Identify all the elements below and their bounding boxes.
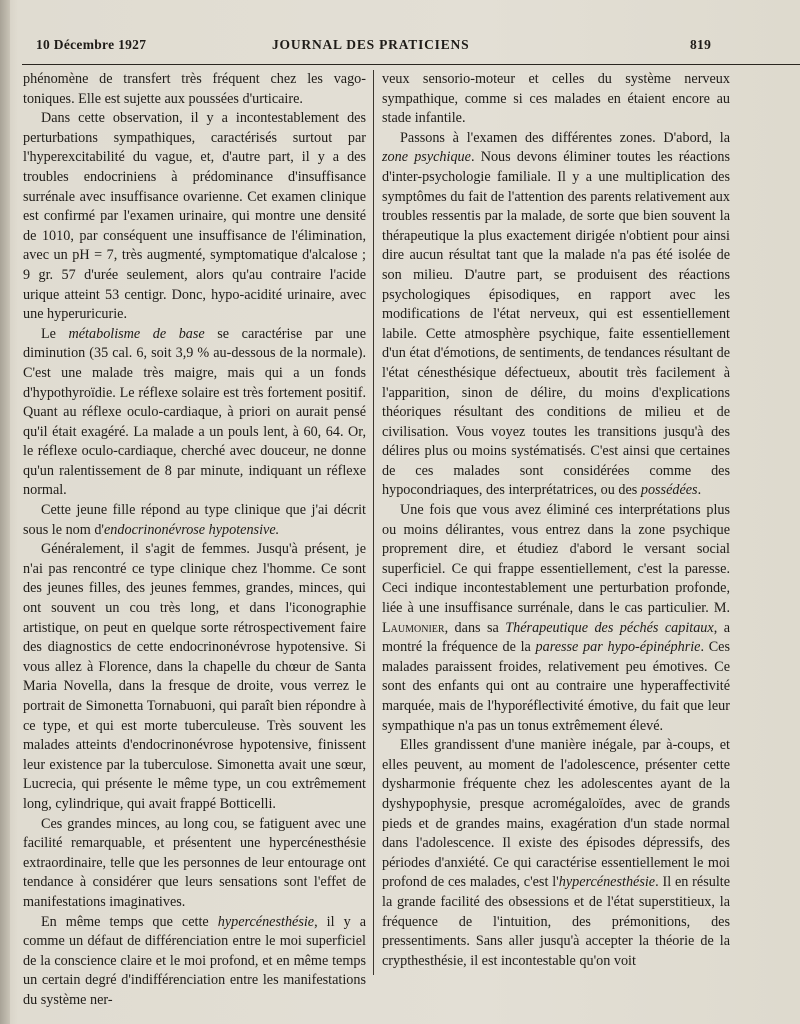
text-run: se caractérise par une diminution (35 cal. 6, soit 3,9 % au-dessous de la normale). C'est une malade très maigre, mais qui a un fonds d'hypothyroïdie. Le réflexe solaire est très fortement positif. Quant au réflexe oculo-cardiaque, à priori on aurait pensé qu'il était exagéré. La malade a un pouls lent, à 60, 64. Or, le réflexe oculo-cardiaque, cherché avec douceur, ne donne qu'un ralentissement de 8 par minute, indiquant un réflexe normal. — [23, 325, 366, 499]
text-run: , il y a comme un défaut de différenciation entre le moi superficiel de la conscience claire et le moi profond, et en même temps un certain degré d'indifférenciation entre les manifestations du système ner- — [23, 913, 366, 1008]
italic-text: possédées — [640, 482, 698, 499]
text-run: Une fois que vous avez éliminé ces interprétations plus ou moins délirantes, vous entrez dans la zone psychique proprement dire, et étudiez d'abord le versant social superficiel. Ce qui frappe essentiellement, c'est la paresse. Ceci indique incontestablement une perturbation profonde, liée à une insuffisance surrénale, dans le cas particulier. M. — [382, 502, 730, 617]
text-run: Cette jeune fille répond au type clinique que j'ai décrit sous le nom d' — [23, 502, 366, 538]
paragraph — [382, 129, 730, 501]
small-caps-name: Laumonier — [382, 619, 445, 636]
italic-text: métabolisme de base — [68, 325, 205, 342]
page-number: 819 — [690, 37, 712, 52]
header-date: 10 Décembre 1927 — [36, 37, 147, 52]
running-header — [30, 37, 800, 57]
journal-title: JOURNAL DES PRATICIENS — [272, 37, 470, 52]
text-run: . — [697, 482, 702, 499]
text-run: . Il en résulte la grande facilité des obsessions et de l'état superstitieux, la fréquence de l'intuition, des prémonitions, des pressentiments. Sans aller jusqu'à accepter la théorie de la crypthesthésie, il est incontestable qu'on voit — [382, 874, 730, 969]
text-run: Le — [41, 325, 69, 342]
paragraph — [23, 109, 366, 325]
italic-text: endocrinonévrose hypotensive. — [103, 521, 280, 538]
left-column — [23, 70, 366, 1011]
text-run: Elles grandissent d'une manière inégale, par à-coups, et elles peuvent, au moment de l'adolescence, présenter cette dysharmonie fréquente chez les adolescentes ayant de la dyshypophysie, presque acromégaloïdes, avec de grands pieds et de grandes mains, exagération d'un stade normal dans l'adolescence. Il existe des épisodes dépressifs, des périodes d'anxiété. Ce qui caractérise essentiellement le moi profond de ces malades, c'est l' — [382, 737, 730, 891]
page-binding-edge — [0, 0, 10, 1024]
right-column — [382, 70, 730, 971]
italic-text: Thérapeutique des péchés capitaux — [505, 619, 714, 636]
column-divider — [373, 70, 374, 975]
italic-text: paresse par hypo-épinéphrie — [535, 639, 701, 656]
italic-text: hypercénesthésie — [558, 874, 656, 891]
paragraph — [23, 70, 366, 109]
text-run: . Nous devons éliminer toutes les réactions d'inter-psychologie familiale. Il y a une multiplication des symptômes du fait de l'attention des parents relativement aux troubles ressentis par la malade, de sorte que bien souvent la thérapeutique la plus exactement dirigée n'obtient pour ainsi dire aucun résultat tant que la malade n'a pas été isolée de son milieu. D'autre part, se produisent des réactions psychologiques épisodiques, en rapport avec les modifications de l'état nerveux, qui est essentiellement labile. Cette atmosphère psychique, faite essentiellement d'un état d'émotions, de sentiments, de tendances résultant de l'état cénesthésique défectueux, aboutit très facilement à l'apparition, sinon de délire, du moins d'explications théoriques résultant des conditions de milieu et de civilisation. Vous voyez toutes les transitions jusqu'à des délires plus ou moins systématisés. C'est ainsi que certaines de ces malades sont considérées comme des hypocondriaques, des interprétatrices, ou des — [382, 149, 730, 499]
paragraph — [382, 736, 730, 971]
text-run: . Ces malades paraissent froides, relativement peu émotives. Ce sont des enfants qui ont au contraire une hyperaffectivité marquée, mais de l'hyporéflectivité émotive, du fait que leur sympathique n'a pas un tonus extrêmement élevé. — [382, 639, 730, 734]
paragraph — [382, 70, 730, 129]
italic-text: zone psychique — [382, 149, 471, 166]
text-run: Généralement, il s'agit de femmes. Jusqu'à présent, je n'ai pas rencontré ce type clinique chez l'homme. Ce sont des jeunes filles, des jeunes femmes, grandes, minces, qui ont souvent un cou très long, et dans l'iconographie artistique, on peut en quelque sorte rétrospectivement faire des diagnostics de cette endocrinonévrose hypotensive. Si vous allez à Florence, dans la chapelle du chœur de Santa Maria Novella, dans la fresque de droite, vous verrez le portrait de Simonetta Tornabuoni, qui paraît bien répondre à ce type, et qui est morte tuberculeuse. Très souvent les malades atteints d'endocrinonévrose hypotensive, finissent leur existence par la tuberculose. Simonetta avait une sœur, Lucrecia, qui présente le même type, un cou extrêmement long, cylindrique, qui avait frappé Botticelli. — [23, 541, 366, 812]
text-run: En même temps que cette — [41, 913, 218, 930]
paragraph — [23, 540, 366, 814]
paragraph — [382, 501, 730, 736]
paragraph — [23, 325, 366, 501]
header-rule — [22, 64, 800, 65]
text-run: veux sensorio-moteur et celles du système nerveux sympathique, comme si ces malades en étaient encore au stade infantile. — [382, 71, 730, 127]
text-run: , dans sa — [444, 619, 506, 636]
text-run: Passons à l'examen des différentes zones. D'abord, la — [400, 129, 730, 146]
text-run: Dans cette observation, il y a incontestablement des perturbations sympathiques, caractérisés surtout par l'hyperexcitabilité du vague, et, d'autre part, il y a des troubles endocriniens à prédominance d'insuffisance surrénale avec insuffisance ovarienne. Cet examen clinique est confirmé par l'examen urinaire, qui montre une densité de 1010, par conséquent une insuffisance de l'élimination, avec un pH = 7, très augmenté, symptomatique d'alcalose ; 9 gr. 57 d'urée seulement, alors qu'au contraire l'acide urique atteint 53 centigr. Donc, hypo-acidité urinaire, avec une hyperuricurie. — [23, 110, 366, 323]
text-run: , a montré la fréquence de la — [382, 619, 730, 656]
paragraph — [23, 501, 366, 540]
paragraph — [23, 815, 366, 913]
text-run: phénomène de transfert très fréquent chez les vago-toniques. Elle est sujette aux poussées d'urticaire. — [23, 71, 366, 107]
italic-text: hypercénesthésie — [217, 913, 315, 930]
text-run: Ces grandes minces, au long cou, se fatiguent avec une facilité remarquable, et présentent une hypercénesthésie extraordinaire, telle que les personnes de leur entourage ont tendance à considérer que leurs sensations sont l'effet de manifestations imaginatives. — [23, 815, 366, 910]
paragraph — [23, 913, 366, 1011]
